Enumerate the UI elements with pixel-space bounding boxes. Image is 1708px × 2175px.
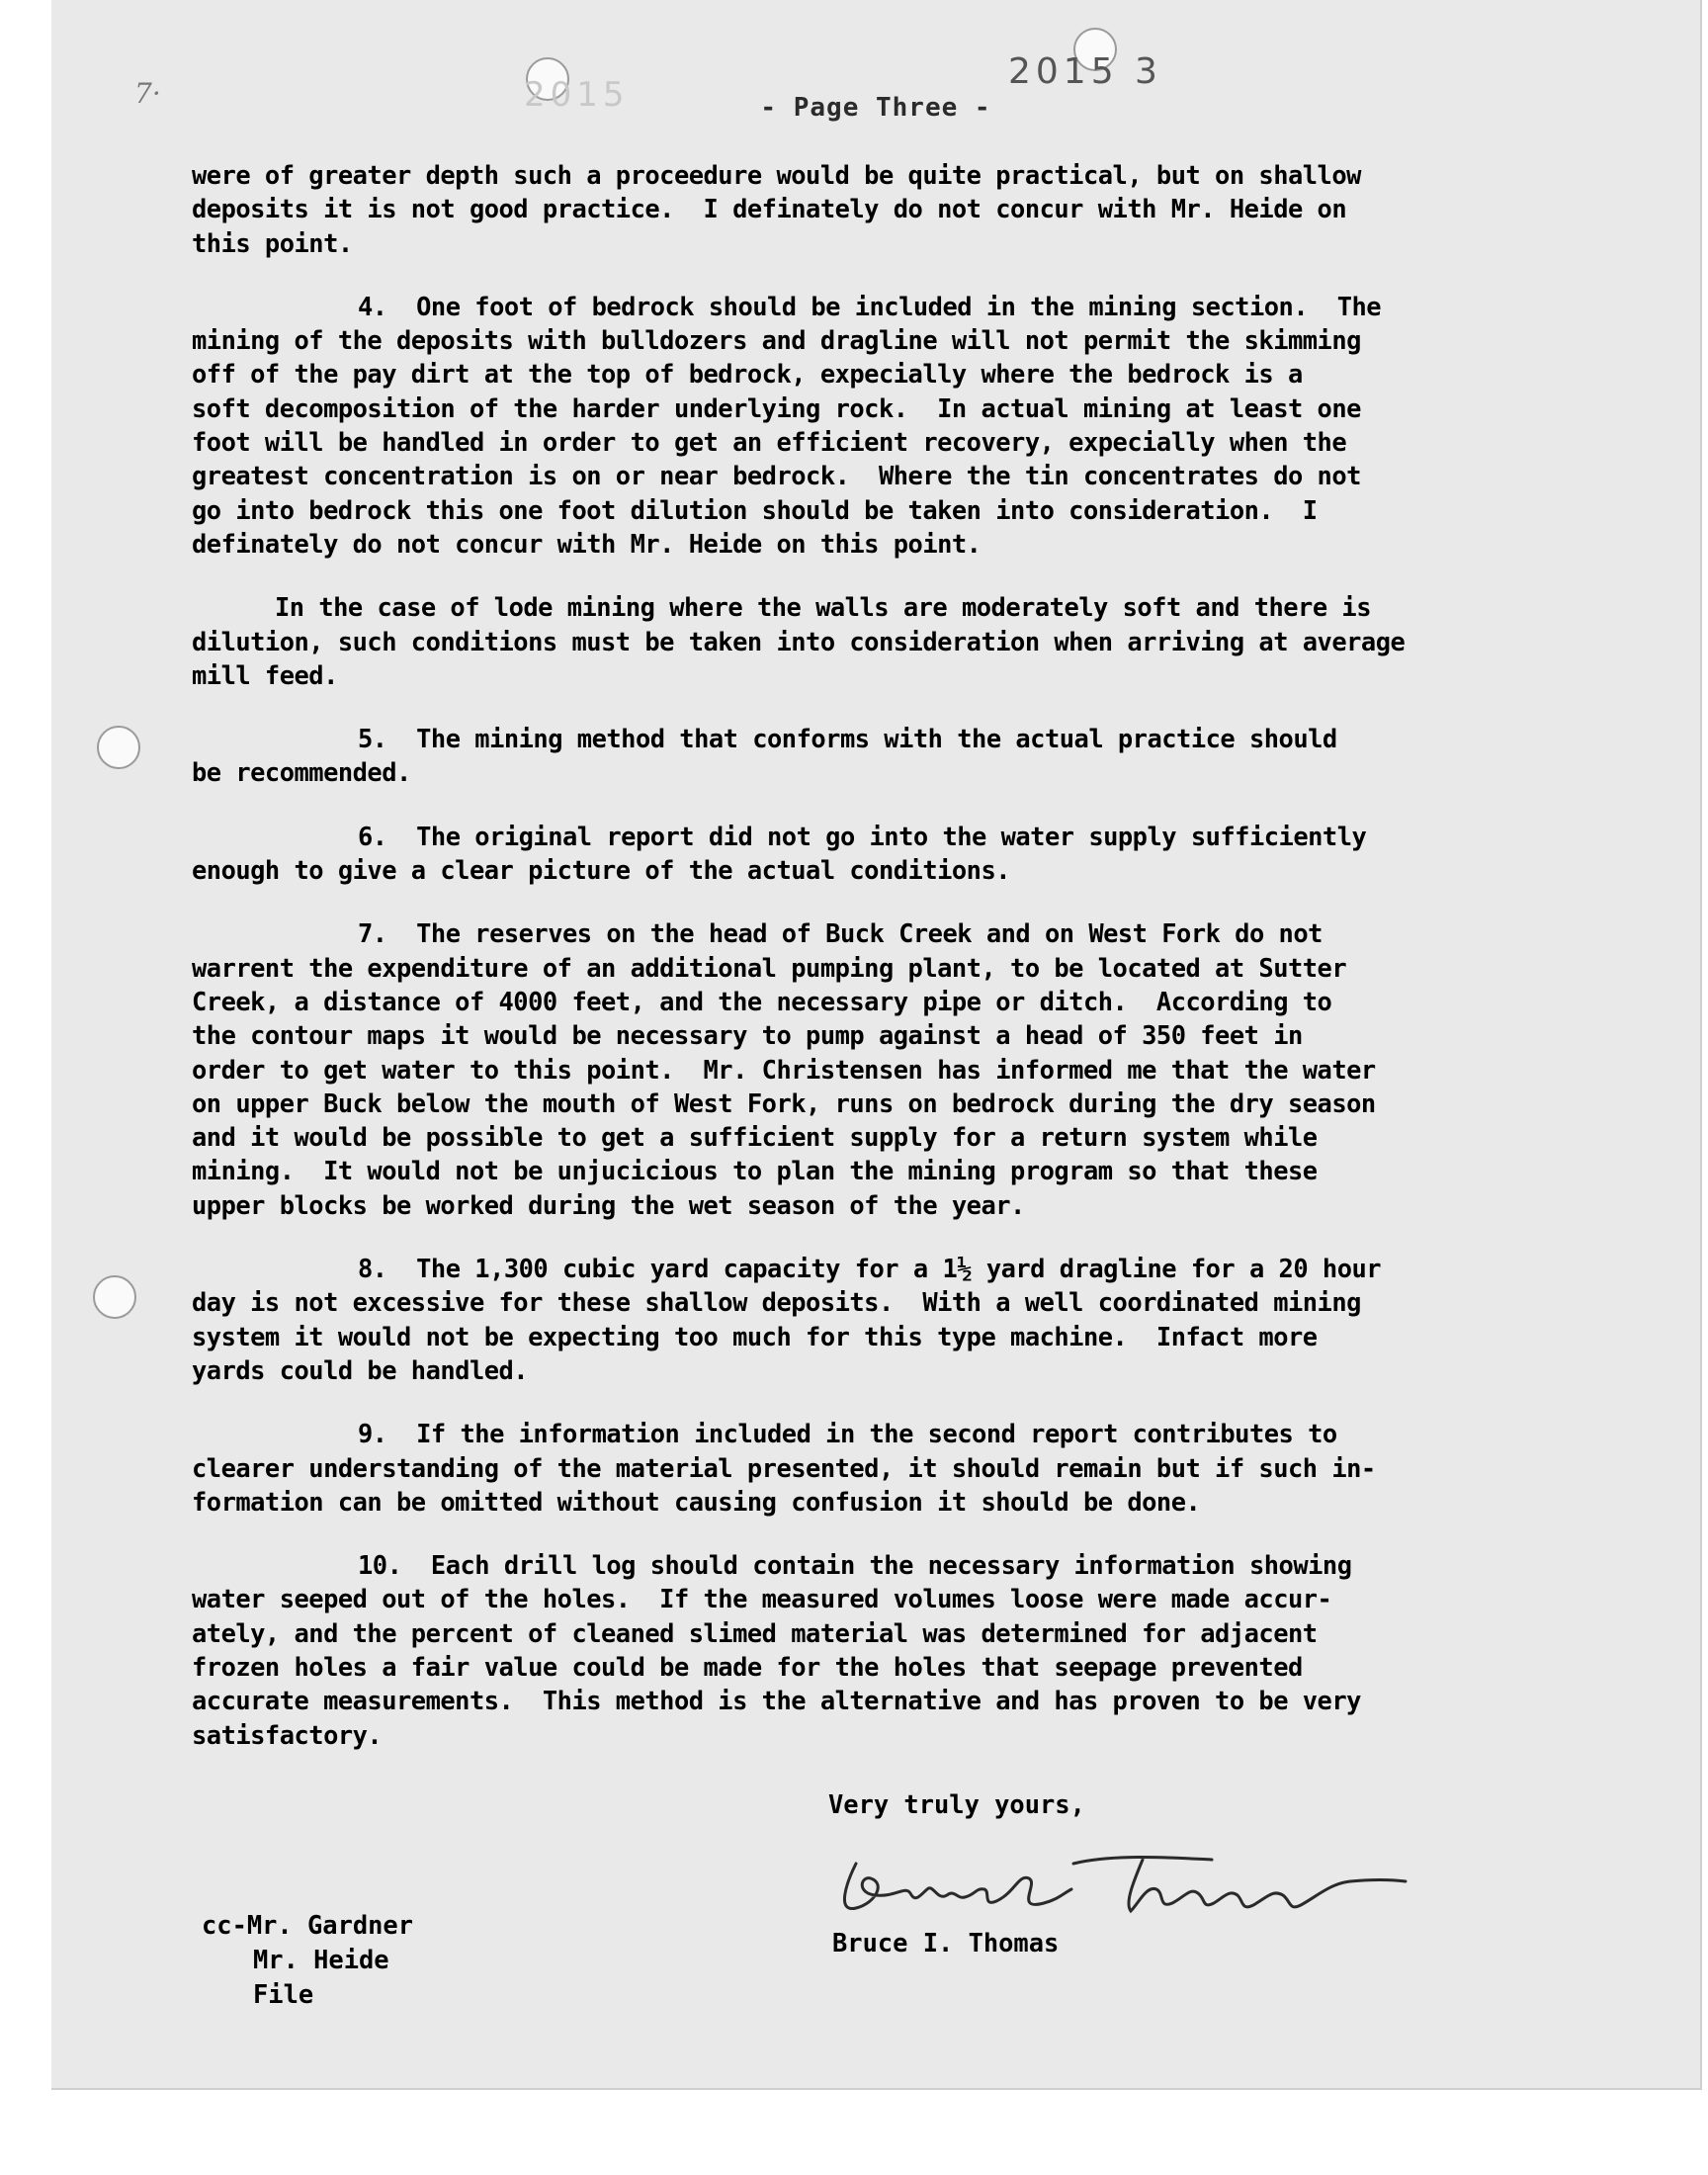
- page-header: - Page Three -: [760, 93, 991, 123]
- paragraph-item-6: 6. The original report did not go into the water supply sufficiently enough to give a clear picture of the actual conditions.: [192, 821, 1367, 886]
- paragraph-item-5: 5. The mining method that conforms with the actual practice should be recommended.: [192, 724, 1337, 788]
- cc-heide: Mr. Heide: [253, 1945, 389, 1974]
- handwritten-signature: [816, 1824, 1409, 1933]
- paragraph-item-8: 8. The 1,300 cubic yard capacity for a 1½ yard dragline for a 20 hour day is not excessive for these shallow deposits. With a well coordinated mining system it would not be expecting too much for this type machine. Infact more yards could be handled.: [192, 1254, 1382, 1385]
- carbon-copy-list: [202, 1908, 413, 2012]
- signer-name: Bruce I. Thomas: [832, 1928, 1060, 1958]
- closing-salutation: Very truly yours,: [828, 1789, 1085, 1819]
- stamp-number: 2015 3: [1008, 51, 1162, 92]
- paragraph-item-4: 4. One foot of bedrock should be included in the mining section. The mining of the deposits with bulldozers and dragline will not permit the skimming off of the pay dirt at the top of bedrock, expecially where the bedrock is a soft decomposition of the harder underlying rock. In actual mining at least one foot will be handled in order to get an efficient recovery, expecially when the greatest concentration is on or near bedrock. Where the tin concentrates do not go into bedrock this one foot dilution should be taken into consideration. I definately do not concur with Mr. Heide on this point.: [192, 291, 1382, 559]
- paragraph-item-7: 7. The reserves on the head of Buck Creek and on West Fork do not warrent the expenditure of an additional pumping plant, to be located at Sutter Creek, a distance of 4000 feet, and the necessary pipe or ditch. According to the contour maps it would be necessary to pump against a head of 350 feet in order to get water to this point. Mr. Christensen has informed me that the water on upper Buck below the mouth of West Fork, runs on bedrock during the dry season and it would be possible to get a sufficient supply for a return system while mining. It would not be unjucicious to plan the mining program so that these upper blocks be worked during the wet season of the year.: [192, 918, 1376, 1220]
- paragraph-item-10: 10. Each drill log should contain the necessary information showing water seeped out of the holes. If the measured volumes loose were made accur- ately, and the percent of cleaned slimed material was determined for adjacent frozen holes a fair value could be made for the holes that seepage prevented accurate measurements. This method is the alternative and has proven to be very satisfactory.: [192, 1550, 1361, 1750]
- faded-stamp-number: 2015: [524, 75, 630, 115]
- paragraph-item-9: 9. If the information included in the second report contributes to clearer understanding of the material presented, it should remain but if such in- formation can be omitted without causing confusion it should be done.: [192, 1419, 1376, 1517]
- cc-gardner: cc-Mr. Gardner: [202, 1910, 414, 1940]
- punch-hole-lower: [93, 1275, 136, 1319]
- letter-body: [192, 158, 1556, 1782]
- stray-mark: 7·: [134, 77, 161, 110]
- paragraph-continuation: were of greater depth such a proceedure would be quite practical, but on shallow deposits it is not good practice. I definately do not concur with Mr. Heide on this point.: [192, 160, 1361, 258]
- cc-file: File: [253, 1979, 314, 2009]
- paragraph-lode-mining: In the case of lode mining where the walls are moderately soft and there is dilution, such conditions must be taken into consideration when arriving at average mill feed.: [192, 592, 1406, 690]
- punch-hole-middle: [97, 726, 140, 769]
